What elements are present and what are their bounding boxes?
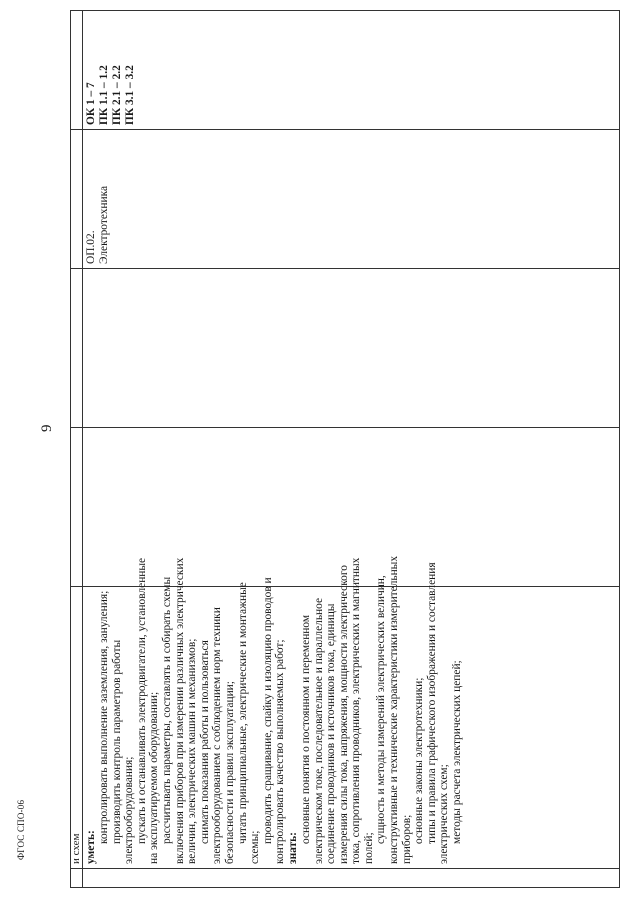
skill-line: на эксплуатируемом оборудовании;: [148, 691, 161, 864]
knowledge-line: сущность и методы измерений электрических величин,: [375, 575, 388, 844]
knowledge-label: знать:: [286, 832, 299, 864]
skill-line: проводить сращивание, спайку и изоляцию проводов и: [261, 577, 274, 844]
competencies-list: [85, 15, 137, 125]
skill-line: безопасности и правил эксплуатации;: [223, 681, 236, 864]
knowledge-line: основные понятия о постоянном и переменном: [299, 614, 312, 844]
table-cell-empty: [83, 269, 620, 428]
table-cell-discipline: [83, 130, 620, 269]
discipline-name: Электротехника: [97, 185, 110, 264]
skill-line: читать принципиальные, электрические и монтажные: [236, 582, 249, 844]
skill-line: снимать показания работы и пользоваться: [198, 640, 211, 844]
knowledge-line: соединение проводников и источников тока, единицы: [325, 603, 338, 864]
knowledge-list: [299, 555, 464, 864]
knowledge-line: электрических схем;: [438, 764, 451, 864]
table-cell-empty: [71, 269, 83, 428]
skill-line: пускать и останавливать электродвигатели, установленные: [135, 557, 148, 844]
table-cell-empty: [71, 428, 83, 587]
table-cell-header-text: и схем: [71, 587, 83, 869]
table-cell-index: [71, 869, 83, 888]
skill-line: включения приборов при измерении различных электрических: [173, 557, 186, 864]
skill-line: контролировать выполнение заземления, зануления;: [98, 590, 110, 844]
skill-line: производить контроль параметров работы: [110, 639, 123, 844]
skill-line: контролировать качество выполняемых работ;: [274, 639, 287, 864]
table-cell-empty: [71, 11, 83, 130]
table-cell-competencies: [83, 11, 620, 130]
knowledge-line: конструктивные и технические характеристики измерительных: [388, 555, 401, 864]
table-cell-empty: [71, 130, 83, 269]
table-cell-index: [83, 869, 620, 888]
footer-text: ФГОС СПО-06: [16, 799, 26, 860]
table-cell-requirements: [83, 555, 620, 869]
skill-line: рассчитывать параметры, составлять и собирать схемы: [160, 576, 173, 844]
page-number: 9: [39, 424, 55, 432]
discipline-code: ОП.02.: [85, 230, 97, 264]
knowledge-line: методы расчета электрических цепей;: [451, 660, 464, 844]
competency-item: ПК 2.1 – 2.2: [111, 65, 123, 125]
skills-list: [98, 557, 287, 864]
knowledge-line: основные законы электротехники;: [413, 677, 426, 844]
table-header-row: [71, 11, 83, 888]
competency-item: ОК 1 – 7: [85, 82, 97, 125]
skill-line: схемы;: [249, 830, 262, 864]
knowledge-line: типы и правила графического изображения и составления: [425, 562, 438, 844]
curriculum-table: [70, 10, 620, 888]
skill-line: электрооборудованием с соблюдением норм техники: [211, 607, 224, 864]
competency-item: ПК 1.1 – 1.2: [98, 65, 110, 125]
competency-item: ПК 3.1 – 3.2: [124, 65, 136, 125]
knowledge-line: приборов;: [400, 814, 413, 864]
knowledge-line: тока, сопротивления проводников, электрических и магнитных: [350, 557, 363, 864]
knowledge-line: электрическом токе, последовательное и параллельное: [312, 597, 325, 864]
knowledge-line: измерения силы тока, напряжения, мощности электрического: [337, 565, 350, 864]
skill-line: электрооборудования;: [123, 756, 136, 864]
table-row: [83, 11, 620, 888]
skill-line: величин, электрических машин и механизмов;: [186, 638, 199, 864]
skills-label: уметь:: [85, 830, 97, 864]
knowledge-line: полей;: [362, 832, 375, 864]
curriculum-table-rotated: [70, 10, 620, 888]
